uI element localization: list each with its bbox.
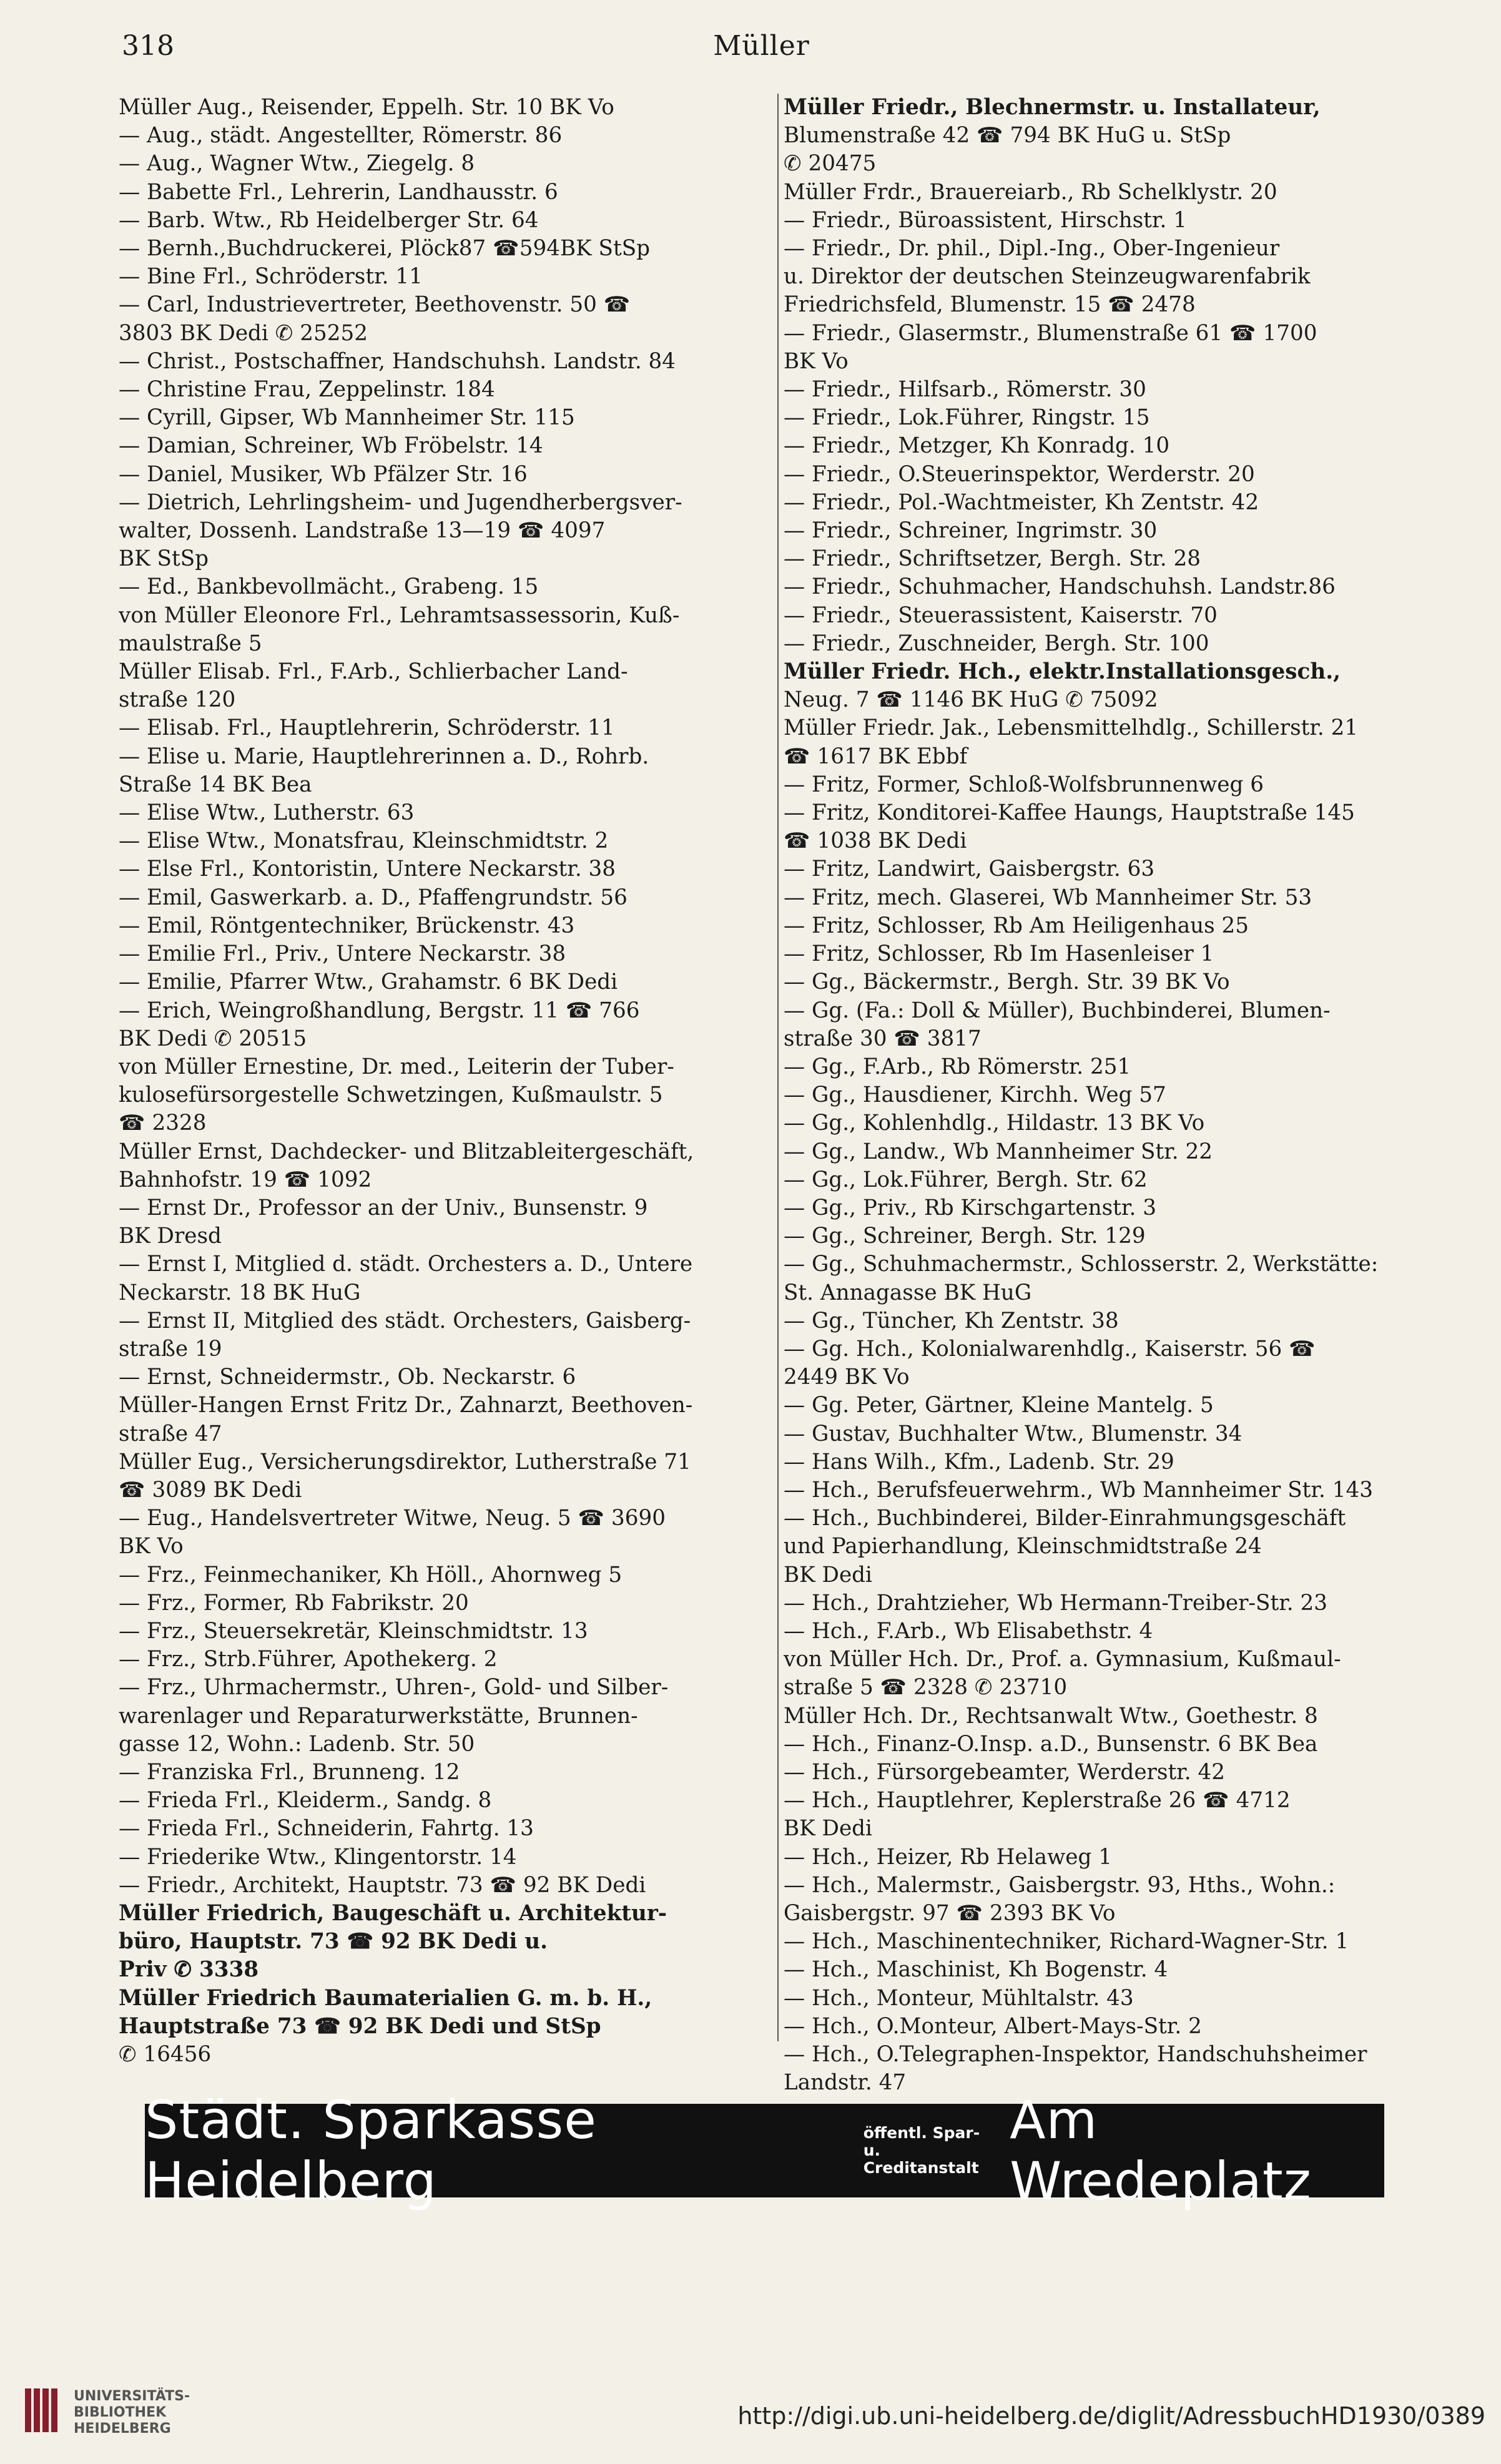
directory-entry: straße 47 — [119, 1421, 222, 1446]
directory-entry: BK StSp — [119, 546, 209, 572]
directory-entry: Bahnhofstr. 19 ☎ 1092 — [119, 1167, 372, 1192]
directory-entry: — Frz., Strb.Führer, Apothekerg. 2 — [119, 1647, 498, 1672]
directory-entry: ☎ 3089 BK Dedi — [119, 1477, 302, 1503]
directory-entry: — Hch., Finanz-O.Insp. a.D., Bunsenstr. 6 BK Bea — [784, 1731, 1318, 1757]
directory-entry: maulstraße 5 — [119, 631, 262, 656]
directory-entry: u. Direktor der deutschen Steinzeugwarenfabrik — [784, 264, 1311, 290]
directory-entry: Müller Friedr. Hch., elektr.Installationsgesch., — [784, 659, 1341, 685]
directory-entry: — Elise Wtw., Lutherstr. 63 — [119, 800, 415, 826]
directory-entry: — Friedr., Steuerassistent, Kaiserstr. 70 — [784, 602, 1218, 628]
directory-entry: — Gustav, Buchhalter Wtw., Blumenstr. 34 — [784, 1421, 1243, 1446]
directory-entry: kulosefürsorgestelle Schwetzingen, Kußmaulstr. 5 — [119, 1082, 663, 1108]
directory-entry: — Gg. (Fa.: Doll & Müller), Buchbinderei, Blumen- — [784, 998, 1331, 1023]
directory-entry: — Frieda Frl., Schneiderin, Fahrtg. 13 — [119, 1816, 534, 1842]
directory-entry: — Ernst Dr., Professor an der Univ., Bunsenstr. 9 — [119, 1195, 648, 1220]
directory-column-left — [119, 94, 762, 2069]
directory-entry: Müller Eug., Versicherungsdirektor, Lutherstraße 71 — [119, 1449, 691, 1475]
directory-entry: — Hch., F.Arb., Wb Elisabethstr. 4 — [784, 1618, 1153, 1644]
directory-entry: — Hch., Drahtzieher, Wb Hermann-Treiber-Str. 23 — [784, 1590, 1328, 1616]
directory-entry: — Cyrill, Gipser, Wb Mannheimer Str. 115 — [119, 405, 575, 431]
directory-entry: ☎ 2328 — [119, 1111, 207, 1136]
directory-entry: — Hch., O.Telegraphen-Inspektor, Handschuhsheimer — [784, 2042, 1367, 2068]
banner-location: Am Wredeplatz — [1010, 2089, 1312, 2212]
directory-entry: büro, Hauptstr. 73 ☎ 92 BK Dedi u. — [119, 1929, 548, 1955]
directory-entry: — Emil, Gaswerkarb. a. D., Pfaffengrundstr. 56 — [119, 885, 627, 910]
directory-entry: — Friederike Wtw., Klingentorstr. 14 — [119, 1844, 517, 1870]
directory-entry: — Fritz, Konditorei-Kaffee Haungs, Hauptstraße 145 — [784, 800, 1355, 826]
directory-entry: — Hch., Heizer, Rb Helaweg 1 — [784, 1844, 1113, 1870]
directory-entry: — Aug., Wagner Wtw., Ziegelg. 8 — [119, 151, 475, 177]
directory-entry: — Gg. Peter, Gärtner, Kleine Mantelg. 5 — [784, 1393, 1214, 1418]
directory-entry: — Frz., Feinmechaniker, Kh Höll., Ahornweg 5 — [119, 1562, 623, 1588]
source-url-link[interactable]: http://digi.ub.uni-heidelberg.de/diglit/AdressbuchHD1930/0389 — [737, 2402, 1485, 2430]
directory-entry: — Friedr., Zuschneider, Bergh. Str. 100 — [784, 631, 1209, 656]
directory-entry: — Hch., Hauptlehrer, Keplerstraße 26 ☎ 4712 — [784, 1788, 1291, 1814]
directory-entry: — Frz., Former, Rb Fabrikstr. 20 — [119, 1590, 469, 1616]
directory-entry: — Gg., Bäckermstr., Bergh. Str. 39 BK Vo — [784, 969, 1230, 995]
directory-entry: — Aug., städt. Angestellter, Römerstr. 86 — [119, 123, 563, 149]
directory-entry: Landstr. 47 — [784, 2070, 907, 2096]
directory-entry: — Gg., Landw., Wb Mannheimer Str. 22 — [784, 1139, 1213, 1164]
directory-entry: — Gg., F.Arb., Rb Römerstr. 251 — [784, 1054, 1131, 1079]
directory-entry: — Frz., Steuersekretär, Kleinschmidtstr. 13 — [119, 1618, 588, 1644]
directory-entry: — Bine Frl., Schröderstr. 11 — [119, 264, 423, 290]
directory-entry: straße 120 — [119, 687, 236, 713]
directory-entry: 2449 BK Vo — [784, 1365, 910, 1390]
directory-entry: — Hans Wilh., Kfm., Ladenb. Str. 29 — [784, 1449, 1174, 1475]
directory-entry: — Fritz, Former, Schloß-Wolfsbrunnenweg 6 — [784, 772, 1264, 797]
directory-entry: — Hch., Maschinentechniker, Richard-Wagner-Str. 1 — [784, 1929, 1349, 1955]
directory-entry: — Ernst, Schneidermstr., Ob. Neckarstr. 6 — [119, 1365, 576, 1390]
directory-entry: BK Dedi ✆ 20515 — [119, 1026, 307, 1051]
directory-entry: Neckarstr. 18 BK HuG — [119, 1280, 361, 1305]
directory-entry: — Gg., Tüncher, Kh Zentstr. 38 — [784, 1308, 1119, 1333]
directory-entry: Müller Frdr., Brauereiarb., Rb Schelklystr. 20 — [784, 179, 1277, 205]
directory-entry: — Emil, Röntgentechniker, Brückenstr. 43 — [119, 913, 575, 938]
directory-entry: — Friedr., Architekt, Hauptstr. 73 ☎ 92 BK Dedi — [119, 1872, 646, 1898]
directory-entry: — Gg., Schreiner, Bergh. Str. 129 — [784, 1224, 1146, 1249]
library-logo-text — [74, 2388, 190, 2437]
directory-entry: — Friedr., Glasermstr., Blumenstraße 61 ☎ 1700 — [784, 320, 1317, 346]
directory-entry: Müller Ernst, Dachdecker- und Blitzableitergeschäft, — [119, 1139, 694, 1164]
directory-entry: — Hch., Monteur, Mühltalstr. 43 — [784, 1985, 1134, 2011]
advertisement-banner — [145, 2089, 1384, 2212]
directory-entry: — Hch., Berufsfeuerwehrm., Wb Mannheimer Str. 143 — [784, 1477, 1373, 1503]
directory-entry: — Fritz, mech. Glaserei, Wb Mannheimer Str. 53 — [784, 885, 1312, 910]
directory-entry: von Müller Hch. Dr., Prof. a. Gymnasium, Kußmaul- — [784, 1647, 1341, 1672]
directory-entry: — Elisab. Frl., Hauptlehrerin, Schröderstr. 11 — [119, 715, 615, 741]
logo-line-3: HEIDELBERG — [74, 2421, 171, 2437]
banner-bank-name: Städt. Sparkasse Heidelberg — [145, 2089, 597, 2212]
directory-entry: Blumenstraße 42 ☎ 794 BK HuG u. StSp — [784, 123, 1231, 149]
directory-entry: — Friedr., O.Steuerinspektor, Werderstr. 20 — [784, 461, 1255, 487]
directory-entry: straße 30 ☎ 3817 — [784, 1026, 982, 1051]
directory-entry: — Franziska Frl., Brunneng. 12 — [119, 1759, 460, 1785]
banner-subtitle-line2: Creditanstalt — [863, 2159, 979, 2177]
directory-entry: — Fritz, Schlosser, Rb Im Hasenleiser 1 — [784, 941, 1214, 967]
directory-entry: straße 5 ☎ 2328 ✆ 23710 — [784, 1675, 1068, 1701]
directory-entry: BK Vo — [119, 1534, 184, 1559]
directory-entry: — Fritz, Landwirt, Gaisbergstr. 63 — [784, 857, 1155, 882]
directory-entry: — Christ., Postschaffner, Handschuhsh. Landstr. 84 — [119, 348, 676, 374]
directory-entry: warenlager und Reparaturwerkstätte, Brunnen- — [119, 1703, 638, 1729]
directory-entry: ☎ 1617 BK Ebbf — [784, 744, 968, 769]
page-title: Müller — [713, 30, 810, 62]
directory-entry: — Friedr., Hilfsarb., Römerstr. 30 — [784, 377, 1146, 403]
directory-entry: — Friedr., Pol.-Wachtmeister, Kh Zentstr. 42 — [784, 489, 1259, 515]
directory-entry: Müller Friedr. Jak., Lebensmittelhdlg., Schillerstr. 21 — [784, 715, 1359, 741]
directory-entry: — Gg., Kohlenhdlg., Hildastr. 13 BK Vo — [784, 1111, 1205, 1136]
directory-entry: Neug. 7 ☎ 1146 BK HuG ✆ 75092 — [784, 687, 1158, 713]
directory-entry: — Friedr., Schuhmacher, Handschuhsh. Landstr.86 — [784, 574, 1336, 600]
directory-entry: BK Dedi — [784, 1562, 872, 1588]
directory-entry: — Gg., Priv., Rb Kirschgartenstr. 3 — [784, 1195, 1156, 1220]
directory-entry: — Ed., Bankbevollmächt., Grabeng. 15 — [119, 574, 539, 600]
directory-entry: von Müller Ernestine, Dr. med., Leiterin der Tuber- — [119, 1054, 674, 1079]
directory-entry: walter, Dossenh. Landstraße 13—19 ☎ 4097 — [119, 518, 606, 544]
directory-entry: — Hch., Maschinist, Kh Bogenstr. 4 — [784, 1957, 1168, 1983]
directory-entry: — Gg., Lok.Führer, Bergh. Str. 62 — [784, 1167, 1148, 1192]
logo-line-1: UNIVERSITÄTS- — [74, 2388, 190, 2404]
directory-entry: Straße 14 BK Bea — [119, 772, 312, 797]
page-header — [122, 30, 1401, 74]
directory-entry: — Erich, Weingroßhandlung, Bergstr. 11 ☎ 766 — [119, 998, 640, 1023]
directory-entry: — Frz., Uhrmachermstr., Uhren-, Gold- und Silber- — [119, 1675, 669, 1701]
directory-entry: — Emilie, Pfarrer Wtw., Grahamstr. 6 BK Dedi — [119, 969, 618, 995]
directory-entry: 3803 BK Dedi ✆ 25252 — [119, 320, 368, 346]
directory-entry: — Friedr., Metzger, Kh Konradg. 10 — [784, 433, 1170, 459]
banner-subtitle — [864, 2124, 991, 2177]
directory-entry: — Christine Frau, Zeppelinstr. 184 — [119, 377, 495, 403]
directory-entry: — Dietrich, Lehrlingsheim- und Jugendherbergsver- — [119, 489, 682, 515]
directory-entry: straße 19 — [119, 1336, 222, 1362]
directory-entry: — Daniel, Musiker, Wb Pfälzer Str. 16 — [119, 461, 528, 487]
banner-subtitle-line1: öffentl. Spar- u. — [863, 2124, 980, 2159]
library-logo-icon — [25, 2388, 57, 2432]
directory-entry: — Friedr., Büroassistent, Hirschstr. 1 — [784, 207, 1187, 233]
directory-entry: Müller Friedr., Blechnermstr. u. Installateur, — [784, 95, 1321, 120]
directory-entry: ✆ 16456 — [119, 2042, 212, 2068]
directory-entry: — Elise u. Marie, Hauptlehrerinnen a. D., Rohrb. — [119, 744, 649, 769]
directory-entry: — Bernh.,Buchdruckerei, Plöck87 ☎594BK StSp — [119, 236, 650, 262]
directory-entry: BK Dresd — [119, 1224, 222, 1249]
column-divider — [777, 94, 779, 2041]
directory-entry: — Gg., Schuhmachermstr., Schlosserstr. 2, Werkstätte: — [784, 1252, 1379, 1277]
directory-entry: und Papierhandlung, Kleinschmidtstraße 24 — [784, 1534, 1262, 1559]
directory-entry: Priv ✆ 3338 — [119, 1957, 259, 1983]
directory-entry: Müller Hch. Dr., Rechtsanwalt Wtw., Goethestr. 8 — [784, 1703, 1318, 1729]
directory-entry: — Carl, Industrievertreter, Beethovenstr. 50 ☎ — [119, 292, 631, 318]
directory-entry: — Elise Wtw., Monatsfrau, Kleinschmidtstr. 2 — [119, 828, 609, 854]
page-number: 318 — [122, 30, 174, 62]
directory-entry: — Fritz, Schlosser, Rb Am Heiligenhaus 25 — [784, 913, 1249, 938]
directory-entry: Müller Elisab. Frl., F.Arb., Schlierbacher Land- — [119, 659, 628, 685]
directory-entry: — Eug., Handelsvertreter Witwe, Neug. 5 ☎ 3690 — [119, 1506, 666, 1531]
directory-entry: Gaisbergstr. 97 ☎ 2393 BK Vo — [784, 1901, 1116, 1926]
directory-entry: Müller Aug., Reisender, Eppelh. Str. 10 BK Vo — [119, 95, 614, 120]
directory-entry: — Barb. Wtw., Rb Heidelberger Str. 64 — [119, 207, 539, 233]
directory-entry: — Babette Frl., Lehrerin, Landhausstr. 6 — [119, 179, 558, 205]
directory-entry: Hauptstraße 73 ☎ 92 BK Dedi und StSp — [119, 2013, 601, 2039]
directory-entry: — Hch., O.Monteur, Albert-Mays-Str. 2 — [784, 2013, 1202, 2039]
directory-entry: Müller Friedrich Baumaterialien G. m. b. H., — [119, 1985, 652, 2011]
directory-entry: — Emilie Frl., Priv., Untere Neckarstr. 38 — [119, 941, 566, 967]
directory-entry: BK Vo — [784, 348, 849, 374]
directory-entry: BK Dedi — [784, 1816, 872, 1842]
directory-entry: — Hch., Malermstr., Gaisbergstr. 93, Hths., Wohn.: — [784, 1872, 1336, 1898]
directory-entry: — Friedr., Schriftsetzer, Bergh. Str. 28 — [784, 546, 1201, 572]
directory-entry: — Friedr., Schreiner, Ingrimstr. 30 — [784, 518, 1158, 544]
directory-entry: ☎ 1038 BK Dedi — [784, 828, 967, 854]
directory-entry: — Friedr., Dr. phil., Dipl.-Ing., Ober-Ingenieur — [784, 236, 1280, 262]
directory-entry: — Else Frl., Kontoristin, Untere Neckarstr. 38 — [119, 857, 616, 882]
directory-entry: Müller-Hangen Ernst Fritz Dr., Zahnarzt, Beethoven- — [119, 1393, 693, 1418]
directory-entry: von Müller Eleonore Frl., Lehramtsassessorin, Kuß- — [119, 602, 680, 628]
directory-entry: — Hch., Fürsorgebeamter, Werderstr. 42 — [784, 1759, 1225, 1785]
directory-entry: — Hch., Buchbinderei, Bilder-Einrahmungsgeschäft — [784, 1506, 1346, 1531]
directory-entry: St. Annagasse BK HuG — [784, 1280, 1032, 1305]
directory-entry: — Gg. Hch., Kolonialwarenhdlg., Kaiserstr. 56 ☎ — [784, 1336, 1316, 1362]
footer-bar — [0, 2372, 1501, 2464]
directory-entry: Friedrichsfeld, Blumenstr. 15 ☎ 2478 — [784, 292, 1196, 318]
directory-entry: Müller Friedrich, Baugeschäft u. Architektur- — [119, 1901, 667, 1926]
logo-line-2: BIBLIOTHEK — [74, 2405, 167, 2420]
directory-entry: — Damian, Schreiner, Wb Fröbelstr. 14 — [119, 433, 543, 459]
directory-entry: — Frieda Frl., Kleiderm., Sandg. 8 — [119, 1788, 492, 1814]
directory-entry: ✆ 20475 — [784, 151, 877, 177]
directory-entry: — Gg., Hausdiener, Kirchh. Weg 57 — [784, 1082, 1166, 1108]
directory-column-right — [784, 94, 1449, 2097]
directory-entry: — Ernst II, Mitglied des städt. Orchesters, Gaisberg- — [119, 1308, 691, 1333]
directory-entry: — Friedr., Lok.Führer, Ringstr. 15 — [784, 405, 1150, 431]
directory-entry: gasse 12, Wohn.: Ladenb. Str. 50 — [119, 1731, 475, 1757]
directory-entry: — Ernst I, Mitglied d. städt. Orchesters a. D., Untere — [119, 1252, 693, 1277]
